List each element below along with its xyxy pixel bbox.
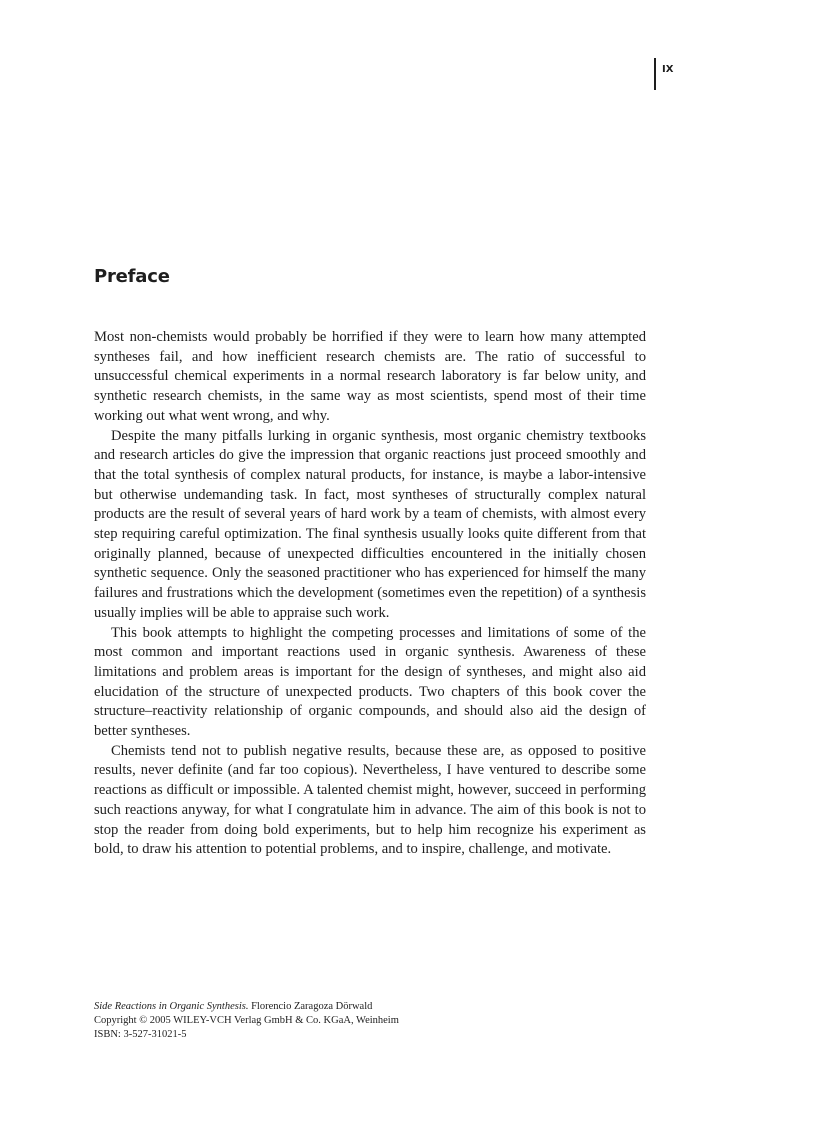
page-number: IX: [662, 64, 674, 75]
book-title: Side Reactions in Organic Synthesis.: [94, 1001, 249, 1012]
paragraph-4: Chemists tend not to publish negative results, because these are, as opposed to positive results, never definite (and far too copious). Nevertheless, I have ventured to describe some reactions as difficult or impossible. A talented chemist might, however, succeed in performing such reactions anyway, for what I congratulate him in advance. The aim of this book is not to stop the reader from doing bold experiments, but to help him recognize his experiment as bold, to draw his attention to potential problems, and to inspire, challenge, and motivate.: [94, 742, 646, 858]
page-number-marker: [654, 58, 673, 90]
copyright-line: Copyright © 2005 WILEY-VCH Verlag GmbH & Co. KGaA, Weinheim: [94, 1015, 399, 1026]
publication-footer: [94, 1000, 399, 1042]
paragraph-3: This book attempts to highlight the competing processes and limitations of some of the most common and important reactions used in organic synthesis. Awareness of these limitations and problem areas is important for the design of syntheses, and might also aid elucidation of the structure of unexpected products. Two chapters of this book cover the structure–reactivity relationship of organic compounds, and should also aid the design of better syntheses.: [94, 624, 646, 740]
chapter-title: Preface: [94, 266, 170, 287]
citation-line: [94, 1000, 399, 1014]
paragraph-1: Most non-chemists would probably be horrified if they were to learn how many attempted syntheses fail, and how inefficient research chemists are. The ratio of successful to unsuccessful chemical experiments in a normal research laboratory is far below unity, and synthetic research chemists, in the same way as most scientists, spend most of their time working out what went wrong, and why.: [94, 329, 646, 424]
paragraph-2: Despite the many pitfalls lurking in organic synthesis, most organic chemistry textbooks and research articles do give the impression that organic reactions just proceed smoothly and that the total synthesis of complex natural products, for instance, is maybe a labor-intensive but otherwise undemanding task. In fact, most syntheses of structurally complex natural products are the result of several years of hard work by a team of chemists, with almost every step requiring careful optimization. The final synthesis usually looks quite different from that originally planned, because of unexpected difficulties encountered in the initially chosen synthetic sequence. Only the seasoned practitioner who has experienced for himself the many failures and frustrations which the development (sometimes even the repetition) of a synthesis usually implies will be able to appraise such work.: [94, 427, 646, 621]
preface-body: [94, 328, 646, 860]
author-name: Florencio Zaragoza Dörwald: [251, 1001, 373, 1012]
isbn-line: ISBN: 3-527-31021-5: [94, 1029, 187, 1040]
